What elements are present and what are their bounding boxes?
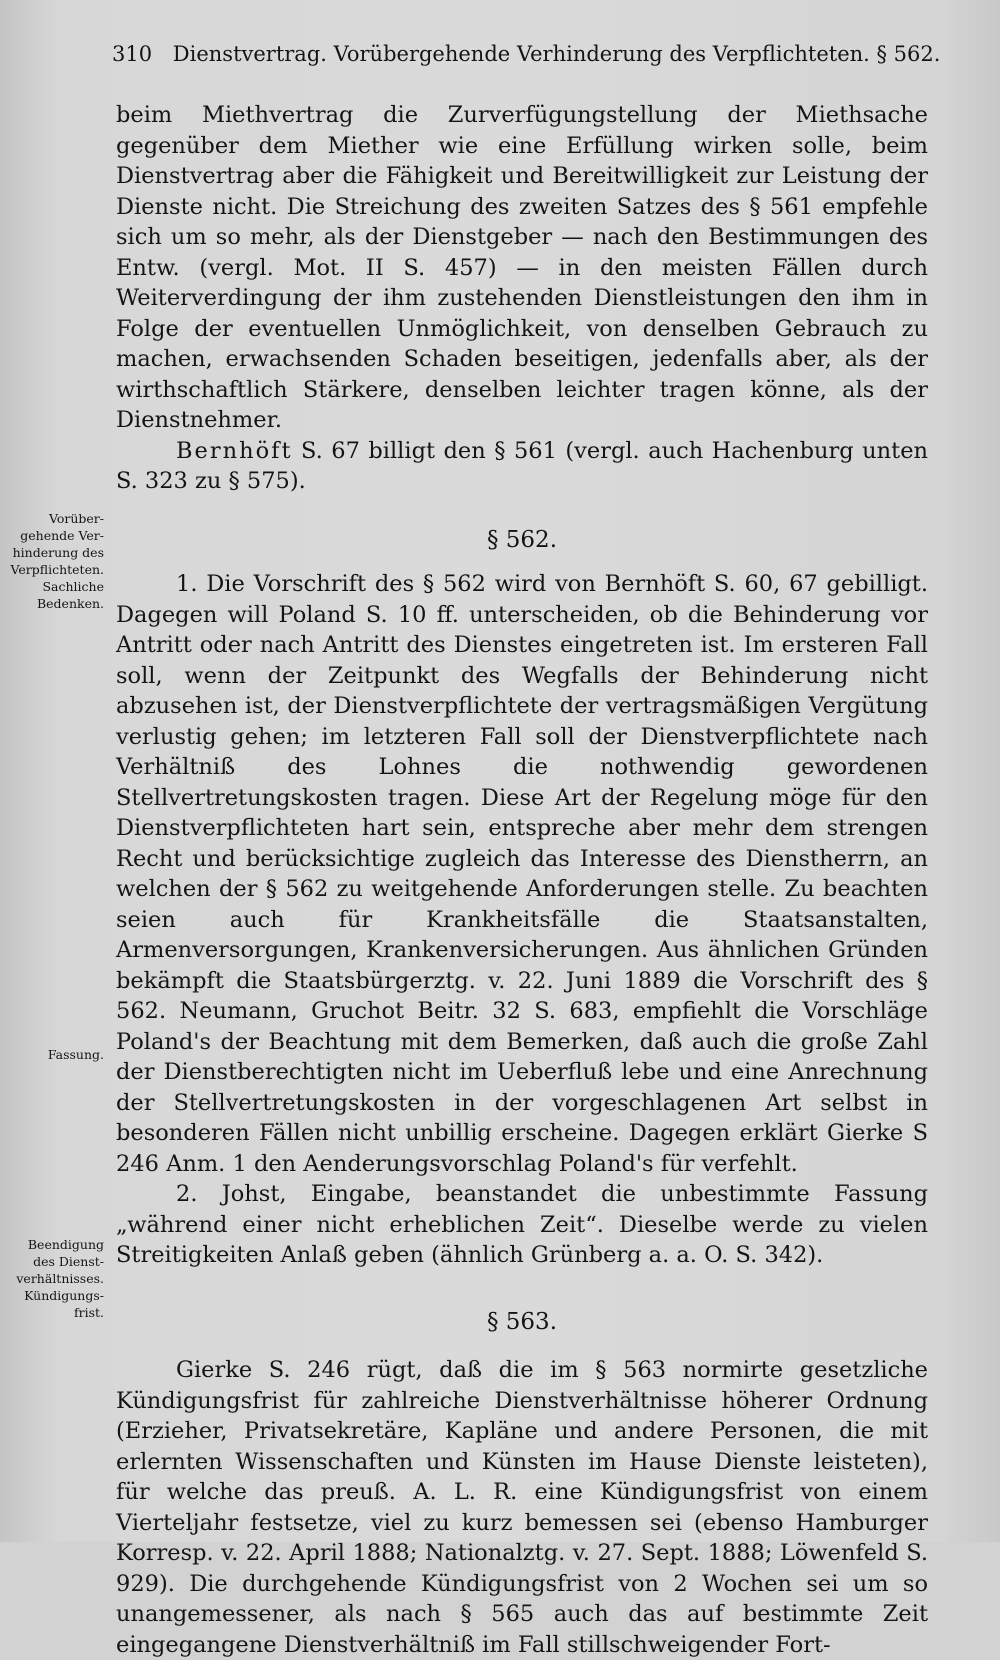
marginal-line: verhältnisses. [16,1271,104,1286]
page-number: 310 [112,42,153,66]
running-title: Dienstvertrag. Vorübergehende Verhinderung des Verpflichteten. § 562. [172,42,941,66]
marginal-line: Sachliche [42,579,104,594]
author-name: Bernhöft [176,437,293,464]
section-heading-562: § 562. [486,526,558,553]
marginal-line: des Dienst- [33,1254,104,1269]
marginal-note-beendigung [8,1236,104,1321]
marginal-line: hinderung des [12,545,104,560]
body-text [116,100,928,1660]
paragraph-562-2: 2. Johst, Eingabe, beanstandet die unbestimmte Fassung „während einer nicht erheblichen Zeit“. Dieselbe werde zu vielen Streitigkeiten Anlaß geben (ähnlich Grünberg a. a. O. S. 342). [116,1181,928,1268]
section-heading-563: § 563. [486,1308,558,1335]
marginal-line: Fassung. [47,1047,104,1062]
marginal-line: Bedenken. [36,596,104,611]
marginal-note-behinderung [8,510,104,612]
marginal-line: frist. [73,1305,104,1320]
marginal-line: Verpflichteten. [10,562,104,577]
running-header [112,40,941,68]
marginal-line: Vorüber- [48,511,104,526]
paragraph-562-1: 1. Die Vorschrift des § 562 wird von Bernhöft S. 60, 67 gebilligt. Dagegen will Poland S. 10 ff. unterscheiden, ob die Behinderung vor Antritt oder nach Antritt des Dienstes eingetreten ist. Im ersteren Fall soll, wenn der Zeitpunkt des Wegfalls der Behinderung nicht abzusehen ist, der Dienstverpflichtete der vertragsmäßigen Vergütung verlustig gehen; im letzteren Fall soll der Dienstverpflichtete nach Verhältniß des Lohnes die nothwendig gewordenen Stellvertretungskosten tragen. Diese Art der Regelung möge für den Dienstverpflichteten hart sein, entspreche aber mehr dem strengen Recht und berücksichtige zugleich das Interesse des Dienstherrn, an welchen der § 562 zu weitgehende Anforderungen stelle. Zu beachten seien auch für Krankheitsfälle die Staatsanstalten, Armenversorgungen, Krankenversicherungen. Aus ähnlichen Gründen bekämpft die Staatsbürgerztg. v. 22. Juni 1889 die Vorschrift des § 562. Neumann, Gruchot Beitr. 32 S. 683, empfiehlt die Vorschläge Poland's der Beachtung mit dem Bemerken, daß auch die große Zahl der Dienstberechtigten nicht im Ueberfluß lebe und eine Anrechnung der Stellvertretungskosten in der vorgeschlagenen Art selbst in besonderen Fällen nicht unbillig erscheine. Dagegen erklärt Gierke S 246 Anm. 1 den Aenderungsvorschlag Poland's für verfehlt. [116,571,928,1177]
paragraph-bernhoeft [116,436,928,497]
marginal-line: Beendigung [27,1237,104,1252]
marginal-note-fassung [8,1046,104,1063]
paragraph-text: S. 67 billigt den § 561 (vergl. auch Hachenburg unten S. 323 zu § 575). [116,437,928,494]
marginal-line: Kündigungs- [24,1288,104,1303]
paragraph-continued: beim Miethvertrag die Zurverfügungstellung der Miethsache gegenüber dem Miether wie eine Erfüllung wirken solle, beim Dienstvertrag aber die Fähigkeit und Bereitwilligkeit zur Leistung der Dienste nicht. Die Streichung des zweiten Satzes des § 561 empfehle sich um so mehr, als der Dienstgeber — nach den Bestimmungen des Entw. (vergl. Mot. II S. 457) — in den meisten Fällen durch Weiterverdingung der ihm zustehenden Dienstleistungen den ihm in Folge der eventuellen Unmöglichkeit, von denselben Gebrauch zu machen, erwachsenden Schaden beseitigen, jedenfalls aber, als der wirthschaftlich Stärkere, denselben leichter tragen könne, als der Dienstnehmer. [116,102,928,433]
paragraph-563: Gierke S. 246 rügt, daß die im § 563 normirte gesetzliche Kündigungsfrist für zahlreiche Dienstverhältnisse höherer Ordnung (Erzieher, Privatsekretäre, Kapläne und andere Personen, die mit erlernten Wissenschaften und Künsten im Hause Dienste leisteten), für welche das preuß. A. L. R. eine Kündigungsfrist von einem Vierteljahr festsetze, viel zu kurz bemessen sei (ebenso Hamburger Korresp. v. 22. April 1888; Nationalztg. v. 27. Sept. 1888; Löwenfeld S. 929). Die durchgehende Kündigungsfrist von 2 Wochen sei um so unangemessener, als nach § 565 auch das auf bestimmte Zeit eingegangene Dienstverhältniß im Fall stillschweigender Fort- [116,1357,928,1658]
marginal-line: gehende Ver- [20,528,104,543]
